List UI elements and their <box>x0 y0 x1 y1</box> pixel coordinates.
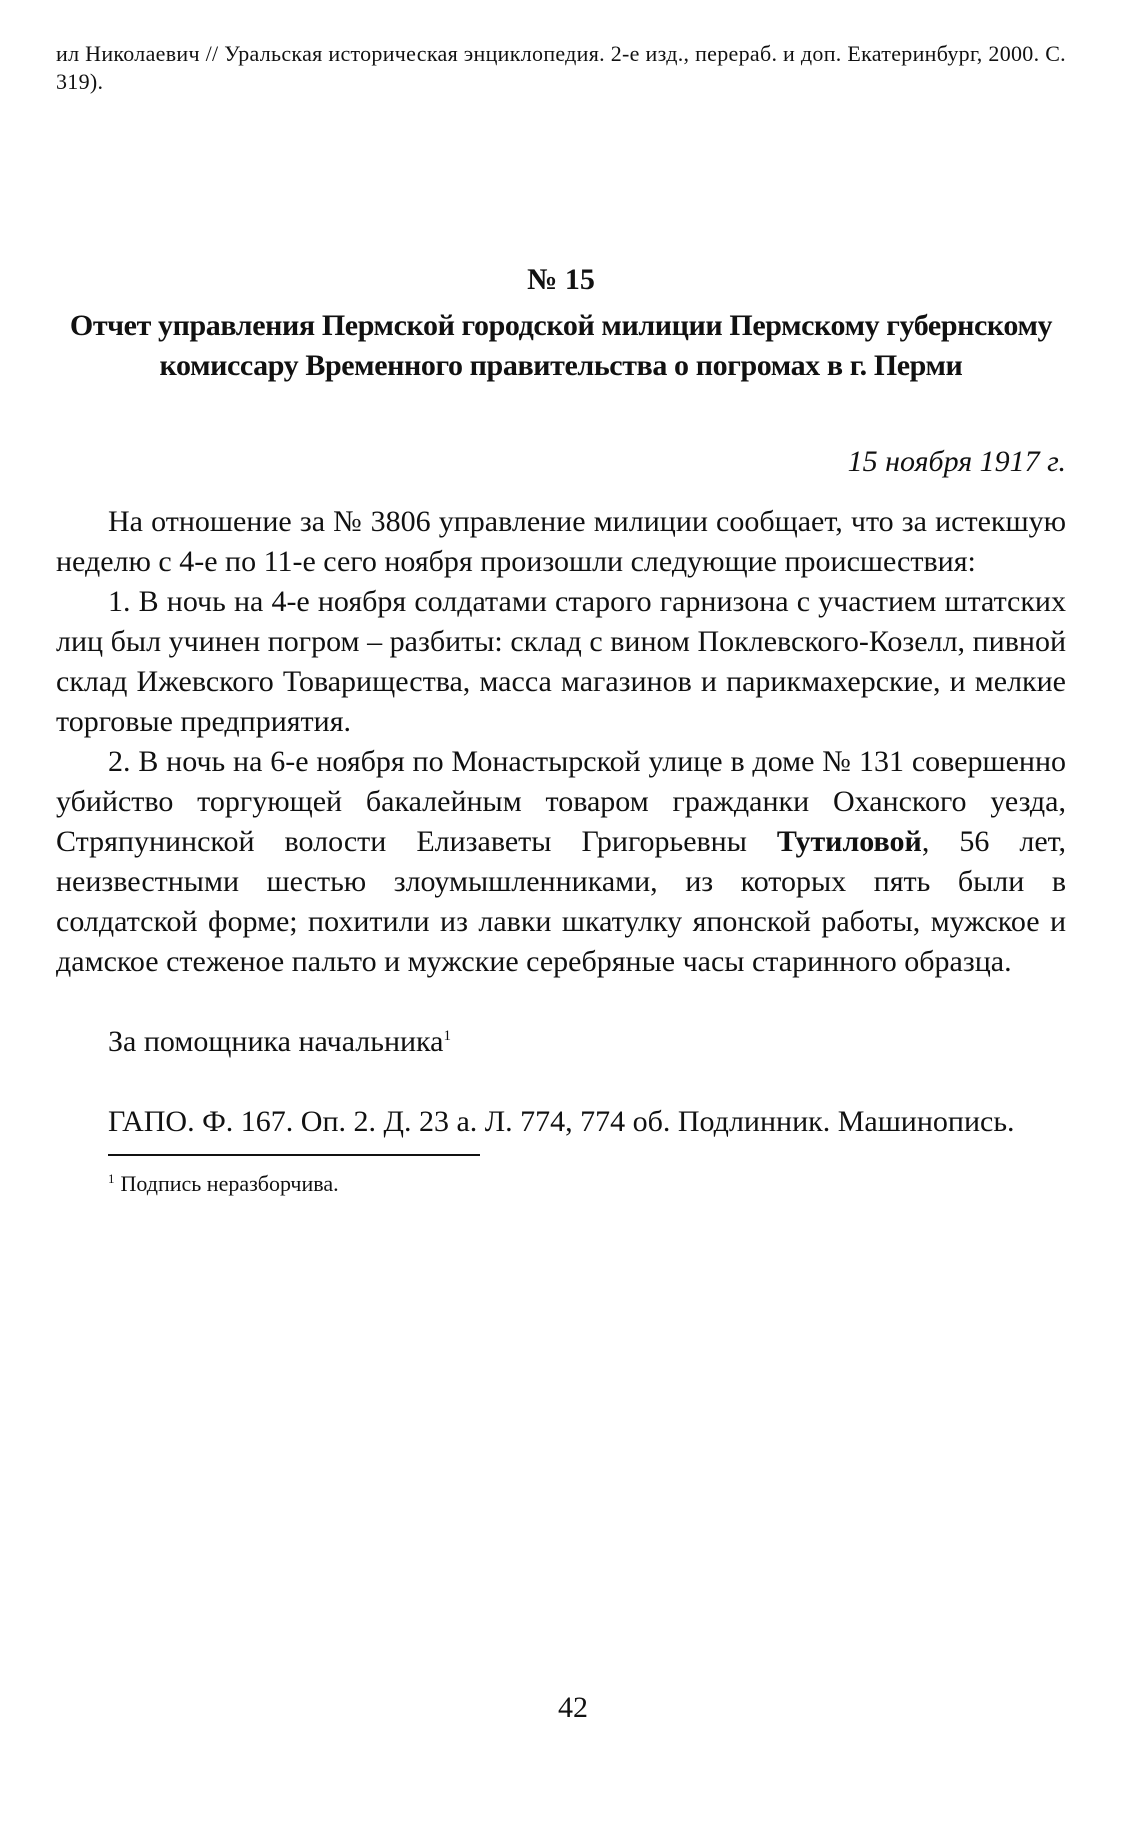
previous-document-note: ил Николаевич // Уральская историческая энциклопедия. 2-е изд., перераб. и доп. Екатеринбург, 2000. С. 319). <box>56 41 1066 94</box>
paragraph-item-2 <box>56 742 1066 982</box>
footnote <box>108 1170 1066 1198</box>
paragraph-item-2-start: 2. В ночь на 6-е ноября по Монастырской улице в доме № 131 совершенно убийство торгующей бакалейным товаром гражданки Оханского уезда, Стряпунинской волости Елизаветы Григорьевны <box>56 745 1066 858</box>
archive-reference: ГАПО. Ф. 167. Оп. 2. Д. 23 а. Л. 774, 774 об. Подлинник. Машинопись. <box>108 1105 1015 1138</box>
document-page <box>56 40 1066 1198</box>
footnote-mark: 1 <box>108 1170 115 1186</box>
victim-name: Тутиловой <box>776 825 922 858</box>
page-number: 42 <box>558 1691 588 1724</box>
document-date: 15 ноября 1917 г. <box>847 445 1066 478</box>
footnote-text: Подпись неразборчива. <box>120 1171 339 1196</box>
signature-line <box>108 1022 1066 1062</box>
signature-text: За помощника начальника <box>108 1025 444 1058</box>
paragraph-item-2-end: , 56 лет, неизвестными шестью злоумышленниками, из которых пять были в солдатской форме; похитили из лавки шкатулку японской работы, мужское и дамское стеженое пальто и мужские серебряные часы старинного образца. <box>56 825 1067 978</box>
signature-footnote-mark: 1 <box>443 1028 451 1044</box>
paragraph-intro: На отношение за № 3806 управление милиции сообщает, что за истекшую неделю с 4-е по 11-е сего ноября произошли следующие происшествия: <box>56 505 1066 578</box>
document-body <box>56 502 1066 982</box>
document-title: Отчет управления Пермской городской милиции Пермскому губернскому комиссару Временного правительства о погромах в г. Перми <box>69 309 1053 382</box>
paragraph-item-1: 1. В ночь на 4-е ноября солдатами старого гарнизона с участием штатских лиц был учинен погром – разбиты: склад с вином Поклевского-Козелл, пивной склад Ижевского Товарищества, масса магазинов и парикмахерские, и мелкие торговые предприятия. <box>56 585 1066 738</box>
footnote-divider <box>108 1154 480 1156</box>
document-number: № 15 <box>527 263 595 296</box>
